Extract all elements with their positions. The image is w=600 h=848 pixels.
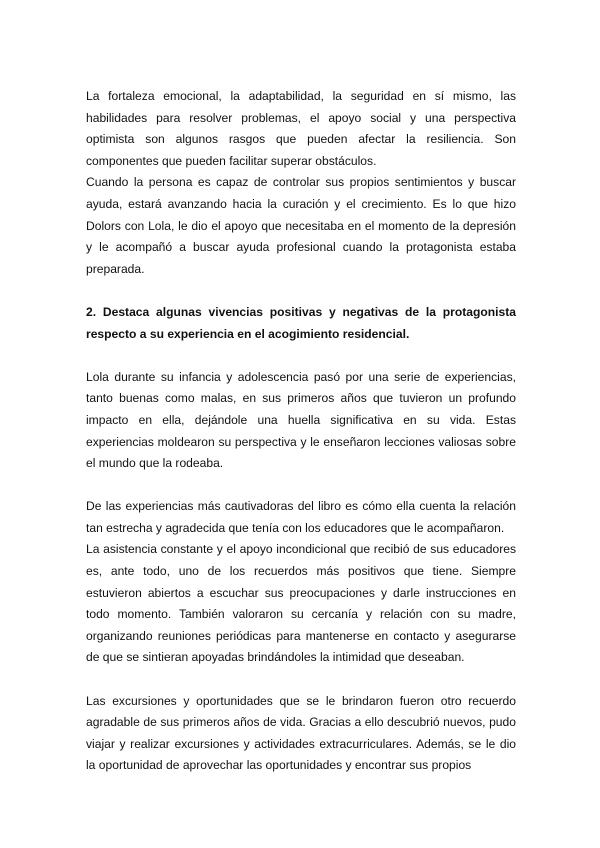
section-heading: 2. Destaca algunas vivencias positivas y negativas de la protagonista respecto a su experiencia en el acogimiento residencial. bbox=[86, 304, 516, 341]
paragraph-excursions: Las excursiones y oportunidades que se le brindaron fueron otro recuerdo agradable de sus primeros años de vida. Gracias a ello descubrió nuevos, pudo viajar y realizar excursiones y actividades extracurriculares. Además, se le dio la oportunidad de aprovechar las oportunidades y encontrar sus propios bbox=[86, 693, 516, 773]
paragraph-childhood-experiences: Lola durante su infancia y adolescencia pasó por una serie de experiencias, tanto buenas como malas, en sus primeros años que tuvieron un profundo impacto en ella, dejándole una huella significativa en su vida. Estas experiencias moldearon su perspectiva y le enseñaron lecciones valiosas sobre el mundo que la rodeaba. bbox=[86, 369, 516, 471]
paragraph-educators-support: La asistencia constante y el apoyo incondicional que recibió de sus educadores es, ante todo, uno de los recuerdos más positivos que tiene. Siempre estuvieron abiertos a escuchar sus preocupaciones y darle instrucciones en todo momento. También valoraron su cercanía y relación con su madre, organizando reuniones periódicas para mantenerse en contacto y asegurarse de que se sintieran apoyadas brindándoles la intimidad que deseaban. bbox=[86, 542, 516, 665]
paragraph-resilience-traits: La fortaleza emocional, la adaptabilidad, la seguridad en sí mismo, las habilidades para resolver problemas, el apoyo social y una perspectiva optimista son algunos rasgos que pueden afectar la resiliencia. Son componentes que pueden facilitar superar obstáculos. bbox=[86, 89, 516, 168]
paragraph-seeking-help: Cuando la persona es capaz de controlar sus propios sentimientos y buscar ayuda, estará avanzando hacia la curación y el crecimiento. Es lo que hizo Dolors con Lola, le dio el apoyo que necesitaba en el momento de la depresión y le acompañó a buscar ayuda profesional cuando la protagonista estaba preparada. bbox=[86, 175, 516, 276]
paragraph-educators-relationship: De las experiencias más cautivadoras del libro es cómo ella cuenta la relación tan estrecha y agradecida que tenía con los educadores que le acompañaron. bbox=[86, 499, 516, 535]
document-page bbox=[86, 86, 516, 777]
